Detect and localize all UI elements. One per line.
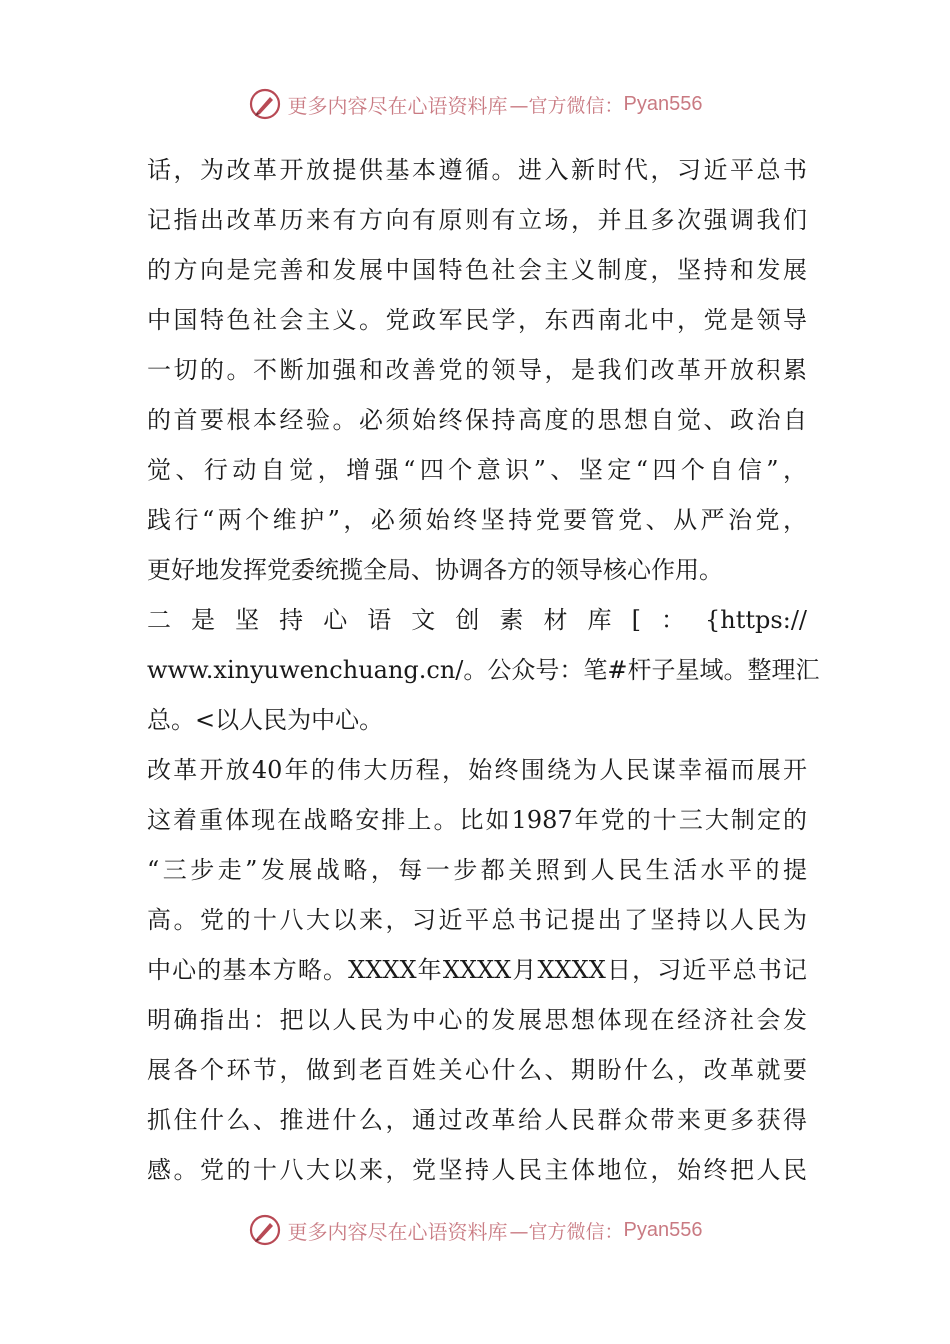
text-line: 中国特色社会主义。党政军民学，东西南北中，党是领导 (147, 306, 807, 334)
text-line: 总。<以人民为中心。 (147, 706, 384, 734)
pen-nib-icon (248, 87, 282, 121)
banner-title: 更多内容尽在心语资料库 (287, 1219, 508, 1244)
text-line: www.xinyuwenchuang.cn/。公众号：笔#杆子星域。整理汇 (147, 656, 820, 684)
banner-subtitle: —官方微信： (509, 94, 624, 117)
text-line: 记指出改革历来有方向有原则有立场，并且多次强调我们 (147, 206, 807, 234)
text-line: 的首要根本经验。必须始终保持高度的思想自觉、政治自 (147, 406, 807, 434)
footer-watermark-banner (0, 1210, 950, 1250)
text-line: 这着重体现在战略安排上。比如1987年党的十三大制定的 (147, 806, 807, 834)
text-line: “三步走”发展战略，每一步都关照到人民生活水平的提 (147, 856, 807, 884)
text-line: 高。党的十八大以来，习近平总书记提出了坚持以人民为 (147, 906, 807, 934)
text-line: 中心的基本方略。XXXX年XXXX月XXXX日，习近平总书记 (147, 956, 807, 984)
text-line: 明确指出：把以人民为中心的发展思想体现在经济社会发 (147, 1006, 807, 1034)
document-body (147, 145, 820, 1195)
header-watermark-banner (0, 84, 950, 124)
text-line: 一切的。不断加强和改善党的领导，是我们改革开放积累 (147, 356, 807, 384)
banner-wechat-id: Pyan556 (623, 1218, 703, 1241)
text-line: 展各个环节，做到老百姓关心什么、期盼什么，改革就要 (147, 1056, 807, 1084)
text-line: 改革开放40年的伟大历程，始终围绕为人民谋幸福而展开 (147, 756, 807, 784)
text-line: 话，为改革开放提供基本遵循。进入新时代，习近平总书 (147, 156, 807, 184)
pen-nib-icon (248, 1213, 282, 1247)
banner-subtitle: —官方微信： (509, 1220, 624, 1243)
text-line: 觉、行动自觉，增强“四个意识”、坚定“四个自信”， (147, 456, 807, 484)
text-line: 二是坚持心语文创素材库[：{https:// (147, 606, 807, 634)
text-line: 抓住什么、推进什么，通过改革给人民群众带来更多获得 (147, 1106, 807, 1134)
text-line: 感。党的十八大以来，党坚持人民主体地位，始终把人民 (147, 1156, 807, 1184)
text-line: 更好地发挥党委统揽全局、协调各方的领导核心作用。 (147, 556, 723, 584)
banner-title: 更多内容尽在心语资料库 (287, 93, 508, 118)
text-line: 的方向是完善和发展中国特色社会主义制度，坚持和发展 (147, 256, 807, 284)
banner-wechat-id: Pyan556 (623, 92, 703, 115)
text-line: 践行“两个维护”，必须始终坚持党要管党、从严治党， (147, 506, 807, 534)
